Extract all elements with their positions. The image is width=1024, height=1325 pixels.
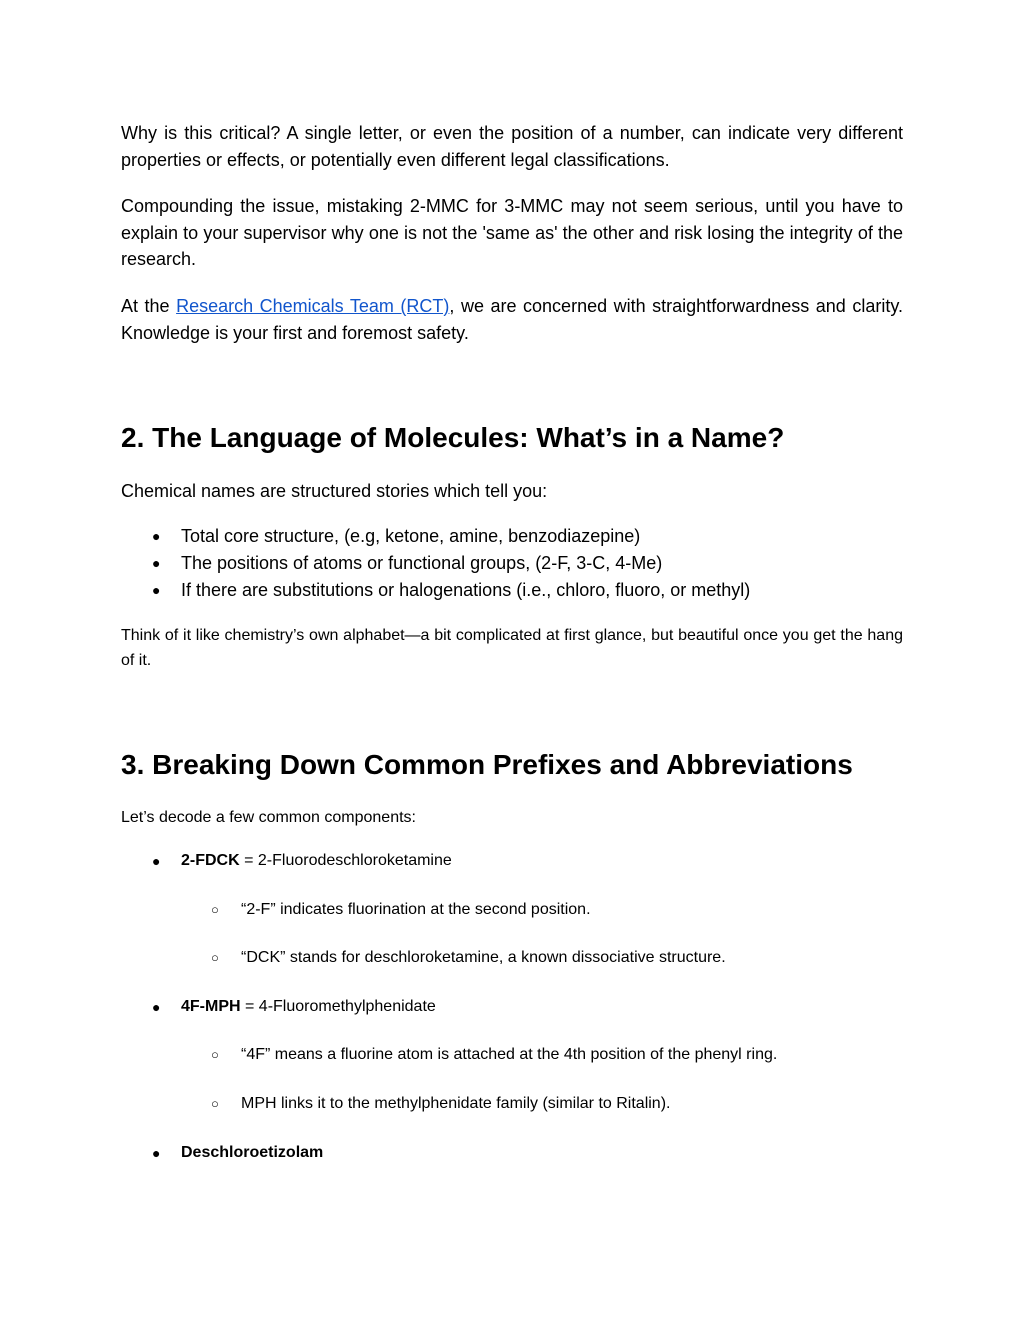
bullet-icon: ● <box>152 853 161 869</box>
list-item-text <box>181 1142 323 1164</box>
list-item <box>121 577 903 604</box>
structure-bullet-list <box>121 523 903 604</box>
list-item <box>121 523 903 550</box>
term: Deschloroetizolam <box>181 1144 324 1161</box>
list-item-text: If there are substitutions or halogenations (i.e., chloro, fluoro, or methyl) <box>181 580 751 600</box>
section-2-note: Think of it like chemistry’s own alphabet—a bit complicated at first glance, but beautiful once you get the hang of it. <box>121 627 903 669</box>
sub-bullet-icon: ○ <box>211 1096 219 1111</box>
paragraph-text: At the <box>121 296 177 316</box>
list-item <box>121 550 903 577</box>
bullet-icon: ● <box>152 999 161 1015</box>
bullet-icon: ● <box>152 582 161 598</box>
term: 2-FDCK <box>181 852 240 869</box>
section-2-heading: 2. The Language of Molecules: What’s in a Name? <box>121 422 785 453</box>
intro-paragraph-2: Compounding the issue, mistaking 2-MMC for 3-MMC may not seem serious, until you have to explain to your supervisor why one is not the 'same as' the other and risk losing the integrity of the research. <box>121 196 903 269</box>
rct-link[interactable]: Research Chemicals Team (RCT) <box>176 296 450 316</box>
sub-item-text: “2-F” indicates fluorination at the second position. <box>241 901 591 918</box>
section-3-heading: 3. Breaking Down Common Prefixes and Abbreviations <box>121 749 853 780</box>
sub-item-text: “4F” means a fluorine atom is attached at the 4th position of the phenyl ring. <box>241 1046 778 1063</box>
bullet-icon: ● <box>152 555 161 571</box>
sub-bullet-icon: ○ <box>211 1047 219 1062</box>
sub-bullet-icon: ○ <box>211 950 219 965</box>
list-item-text <box>181 850 452 872</box>
list-item-text: The positions of atoms or functional groups, (2-F, 3-C, 4-Me) <box>181 553 663 573</box>
definition: = 2-Fluorodeschloroketamine <box>239 852 452 869</box>
section-2-lead: Chemical names are structured stories which tell you: <box>121 481 548 501</box>
term: 4F-MPH <box>181 998 241 1015</box>
bullet-icon: ● <box>152 1145 161 1161</box>
section-3-lead: Let’s decode a few common components: <box>121 809 416 826</box>
intro-paragraph-3 <box>121 293 903 346</box>
sub-item-text: “DCK” stands for deschloroketamine, a known dissociative structure. <box>241 949 726 966</box>
bullet-icon: ● <box>152 528 161 544</box>
sub-bullet-icon: ○ <box>211 902 219 917</box>
intro-paragraph-1: Why is this critical? A single letter, or even the position of a number, can indicate very different properties or effects, or potentially even different legal classifications. <box>121 123 903 170</box>
paragraph-text: , we are concerned with straightforwardness and clarity. Knowledge is your first and foremost safety. <box>121 296 904 343</box>
list-item-text: Total core structure, (e.g, ketone, amine, benzodiazepine) <box>181 526 641 546</box>
sub-item-text: MPH links it to the methylphenidate family (similar to Ritalin). <box>241 1095 671 1112</box>
list-item-text <box>181 996 436 1018</box>
definition: = 4-Fluoromethylphenidate <box>240 998 436 1015</box>
